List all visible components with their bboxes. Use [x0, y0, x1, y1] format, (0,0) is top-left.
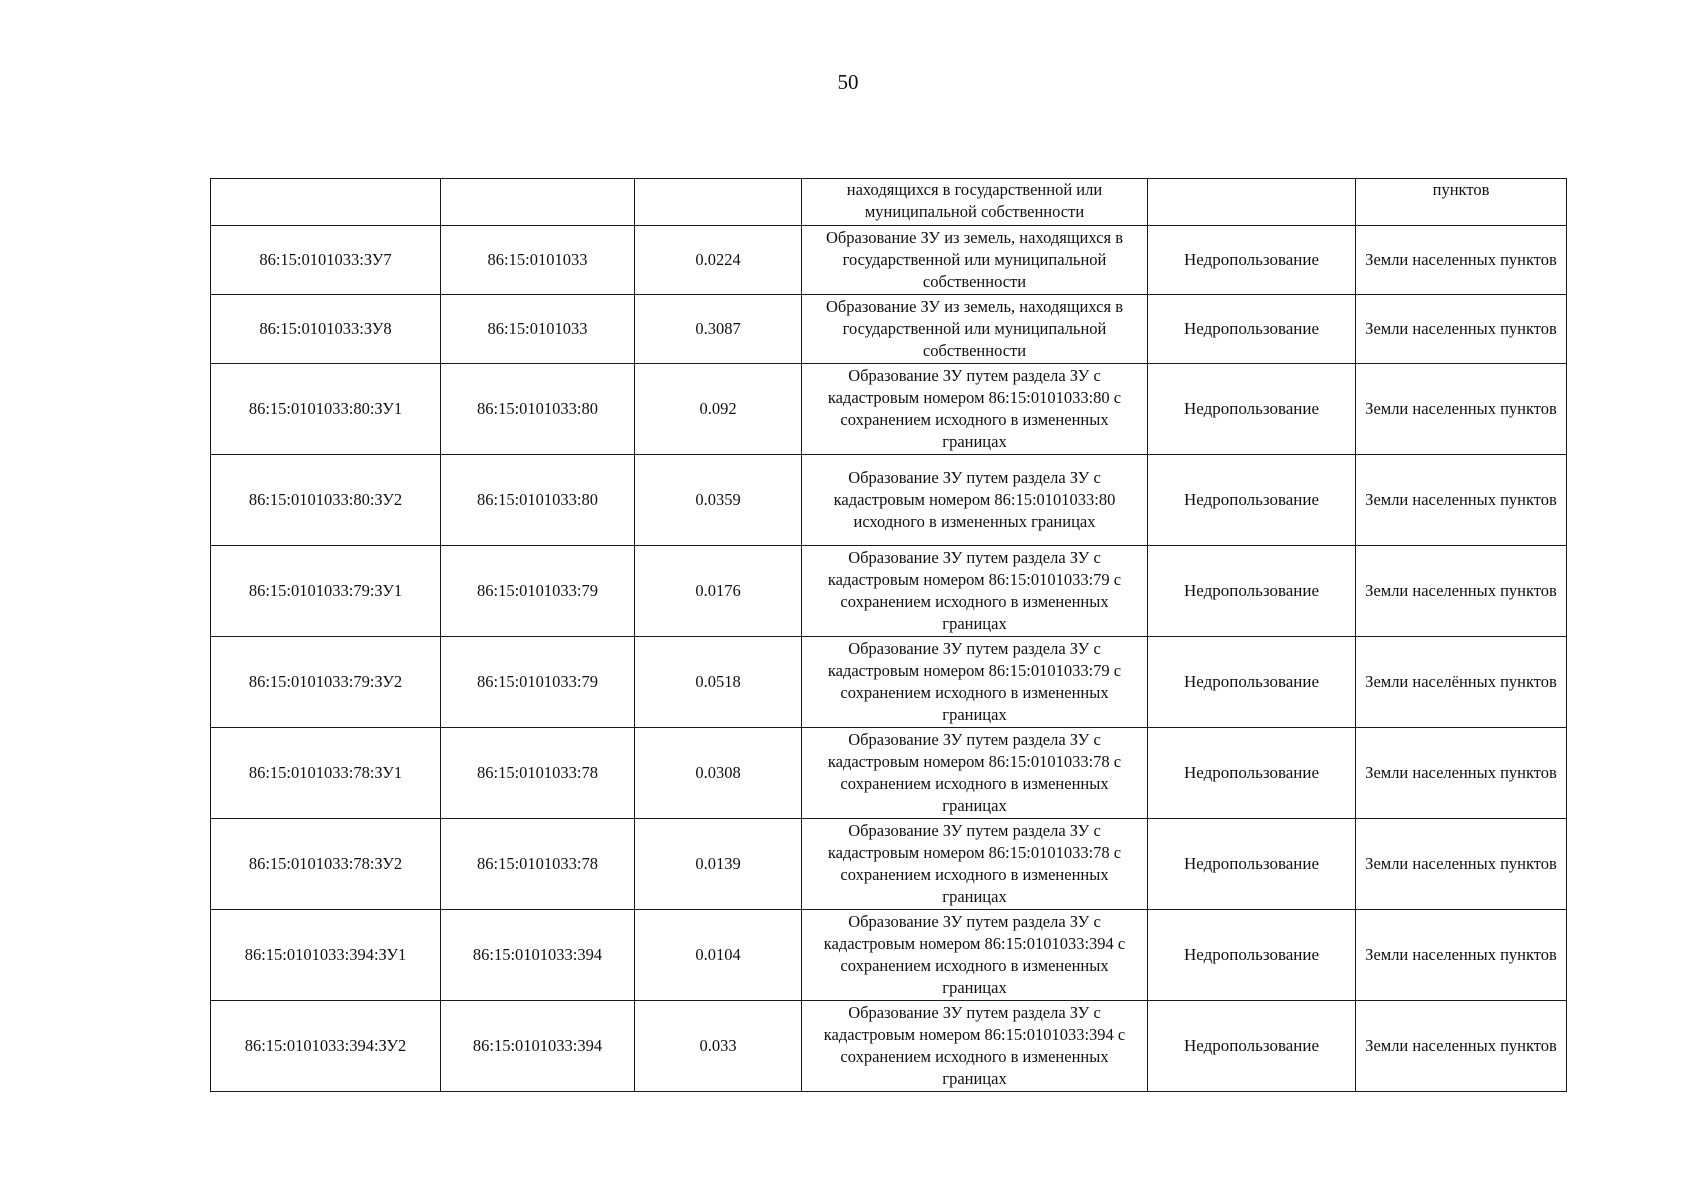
- cell-description: Образование ЗУ путем раздела ЗУ с кадастровым номером 86:15:0101033:79 с сохранением исходного в измененных границах: [802, 637, 1148, 728]
- cell-description: Образование ЗУ путем раздела ЗУ с кадастровым номером 86:15:0101033:78 с сохранением исходного в измененных границах: [802, 728, 1148, 819]
- table-row: [211, 1001, 1567, 1092]
- cell-area: 0.0359: [635, 455, 802, 546]
- table-row: [211, 910, 1567, 1001]
- cell-id: 86:15:0101033:80:ЗУ1: [211, 364, 441, 455]
- cell-use: Недропользование: [1148, 728, 1356, 819]
- cell-id: [211, 179, 441, 226]
- cell-source: 86:15:0101033: [441, 295, 635, 364]
- cell-area: 0.0224: [635, 226, 802, 295]
- land-plots-table: [210, 178, 1567, 1092]
- cell-category: Земли населенных пунктов: [1356, 364, 1567, 455]
- cell-description: Образование ЗУ путем раздела ЗУ с кадастровым номером 86:15:0101033:79 с сохранением исходного в измененных границах: [802, 546, 1148, 637]
- cell-use: Недропользование: [1148, 1001, 1356, 1092]
- cell-source: 86:15:0101033:78: [441, 728, 635, 819]
- cell-category: Земли населенных пунктов: [1356, 819, 1567, 910]
- cell-category: Земли населённых пунктов: [1356, 637, 1567, 728]
- cell-use: Недропользование: [1148, 546, 1356, 637]
- cell-source: [441, 179, 635, 226]
- cell-source: 86:15:0101033:79: [441, 546, 635, 637]
- cell-description: Образование ЗУ путем раздела ЗУ с кадастровым номером 86:15:0101033:394 с сохранением исходного в измененных границах: [802, 1001, 1148, 1092]
- cell-id: 86:15:0101033:79:ЗУ1: [211, 546, 441, 637]
- cell-category: Земли населенных пунктов: [1356, 1001, 1567, 1092]
- cell-use: Недропользование: [1148, 226, 1356, 295]
- cell-description: Образование ЗУ из земель, находящихся в государственной или муниципальной собственности: [802, 295, 1148, 364]
- table-row: [211, 728, 1567, 819]
- cell-id: 86:15:0101033:394:ЗУ2: [211, 1001, 441, 1092]
- cell-id: 86:15:0101033:78:ЗУ1: [211, 728, 441, 819]
- table-row-continuation: [211, 179, 1567, 226]
- cell-source: 86:15:0101033:80: [441, 364, 635, 455]
- cell-description: находящихся в государственной или муниципальной собственности: [802, 179, 1148, 226]
- cell-use: Недропользование: [1148, 295, 1356, 364]
- cell-id: 86:15:0101033:394:ЗУ1: [211, 910, 441, 1001]
- table-row: [211, 364, 1567, 455]
- cell-area: 0.033: [635, 1001, 802, 1092]
- cell-use: Недропользование: [1148, 819, 1356, 910]
- cell-source: 86:15:0101033:79: [441, 637, 635, 728]
- cell-description: Образование ЗУ путем раздела ЗУ с кадастровым номером 86:15:0101033:80 исходного в измененных границах: [802, 455, 1148, 546]
- table-row: [211, 226, 1567, 295]
- cell-id: 86:15:0101033:79:ЗУ2: [211, 637, 441, 728]
- cell-source: 86:15:0101033:394: [441, 1001, 635, 1092]
- cell-category: Земли населенных пунктов: [1356, 295, 1567, 364]
- cell-area: 0.092: [635, 364, 802, 455]
- cell-description: Образование ЗУ путем раздела ЗУ с кадастровым номером 86:15:0101033:78 с сохранением исходного в измененных границах: [802, 819, 1148, 910]
- cell-category: Земли населенных пунктов: [1356, 546, 1567, 637]
- cell-source: 86:15:0101033:80: [441, 455, 635, 546]
- cell-category: пунктов: [1356, 179, 1567, 226]
- cell-category: Земли населенных пунктов: [1356, 728, 1567, 819]
- table-row: [211, 637, 1567, 728]
- cell-use: Недропользование: [1148, 364, 1356, 455]
- cell-area: 0.3087: [635, 295, 802, 364]
- table-row: [211, 455, 1567, 546]
- cell-use: Недропользование: [1148, 455, 1356, 546]
- cell-source: 86:15:0101033: [441, 226, 635, 295]
- cell-area: [635, 179, 802, 226]
- cell-category: Земли населенных пунктов: [1356, 455, 1567, 546]
- cell-use: [1148, 179, 1356, 226]
- cell-source: 86:15:0101033:78: [441, 819, 635, 910]
- page-number: 50: [837, 70, 859, 94]
- table-row: [211, 546, 1567, 637]
- cell-use: Недропользование: [1148, 910, 1356, 1001]
- cell-source: 86:15:0101033:394: [441, 910, 635, 1001]
- cell-area: 0.0104: [635, 910, 802, 1001]
- cell-description: Образование ЗУ путем раздела ЗУ с кадастровым номером 86:15:0101033:394 с сохранением исходного в измененных границах: [802, 910, 1148, 1001]
- cell-id: 86:15:0101033:78:ЗУ2: [211, 819, 441, 910]
- cell-id: 86:15:0101033:ЗУ8: [211, 295, 441, 364]
- table-row: [211, 295, 1567, 364]
- cell-category: Земли населенных пунктов: [1356, 226, 1567, 295]
- cell-area: 0.0308: [635, 728, 802, 819]
- cell-area: 0.0176: [635, 546, 802, 637]
- cell-category: Земли населенных пунктов: [1356, 910, 1567, 1001]
- table-row: [211, 819, 1567, 910]
- cell-area: 0.0518: [635, 637, 802, 728]
- cell-id: 86:15:0101033:ЗУ7: [211, 226, 441, 295]
- cell-use: Недропользование: [1148, 637, 1356, 728]
- cell-description: Образование ЗУ из земель, находящихся в государственной или муниципальной собственности: [802, 226, 1148, 295]
- cell-area: 0.0139: [635, 819, 802, 910]
- cell-description: Образование ЗУ путем раздела ЗУ с кадастровым номером 86:15:0101033:80 с сохранением исходного в измененных границах: [802, 364, 1148, 455]
- cell-id: 86:15:0101033:80:ЗУ2: [211, 455, 441, 546]
